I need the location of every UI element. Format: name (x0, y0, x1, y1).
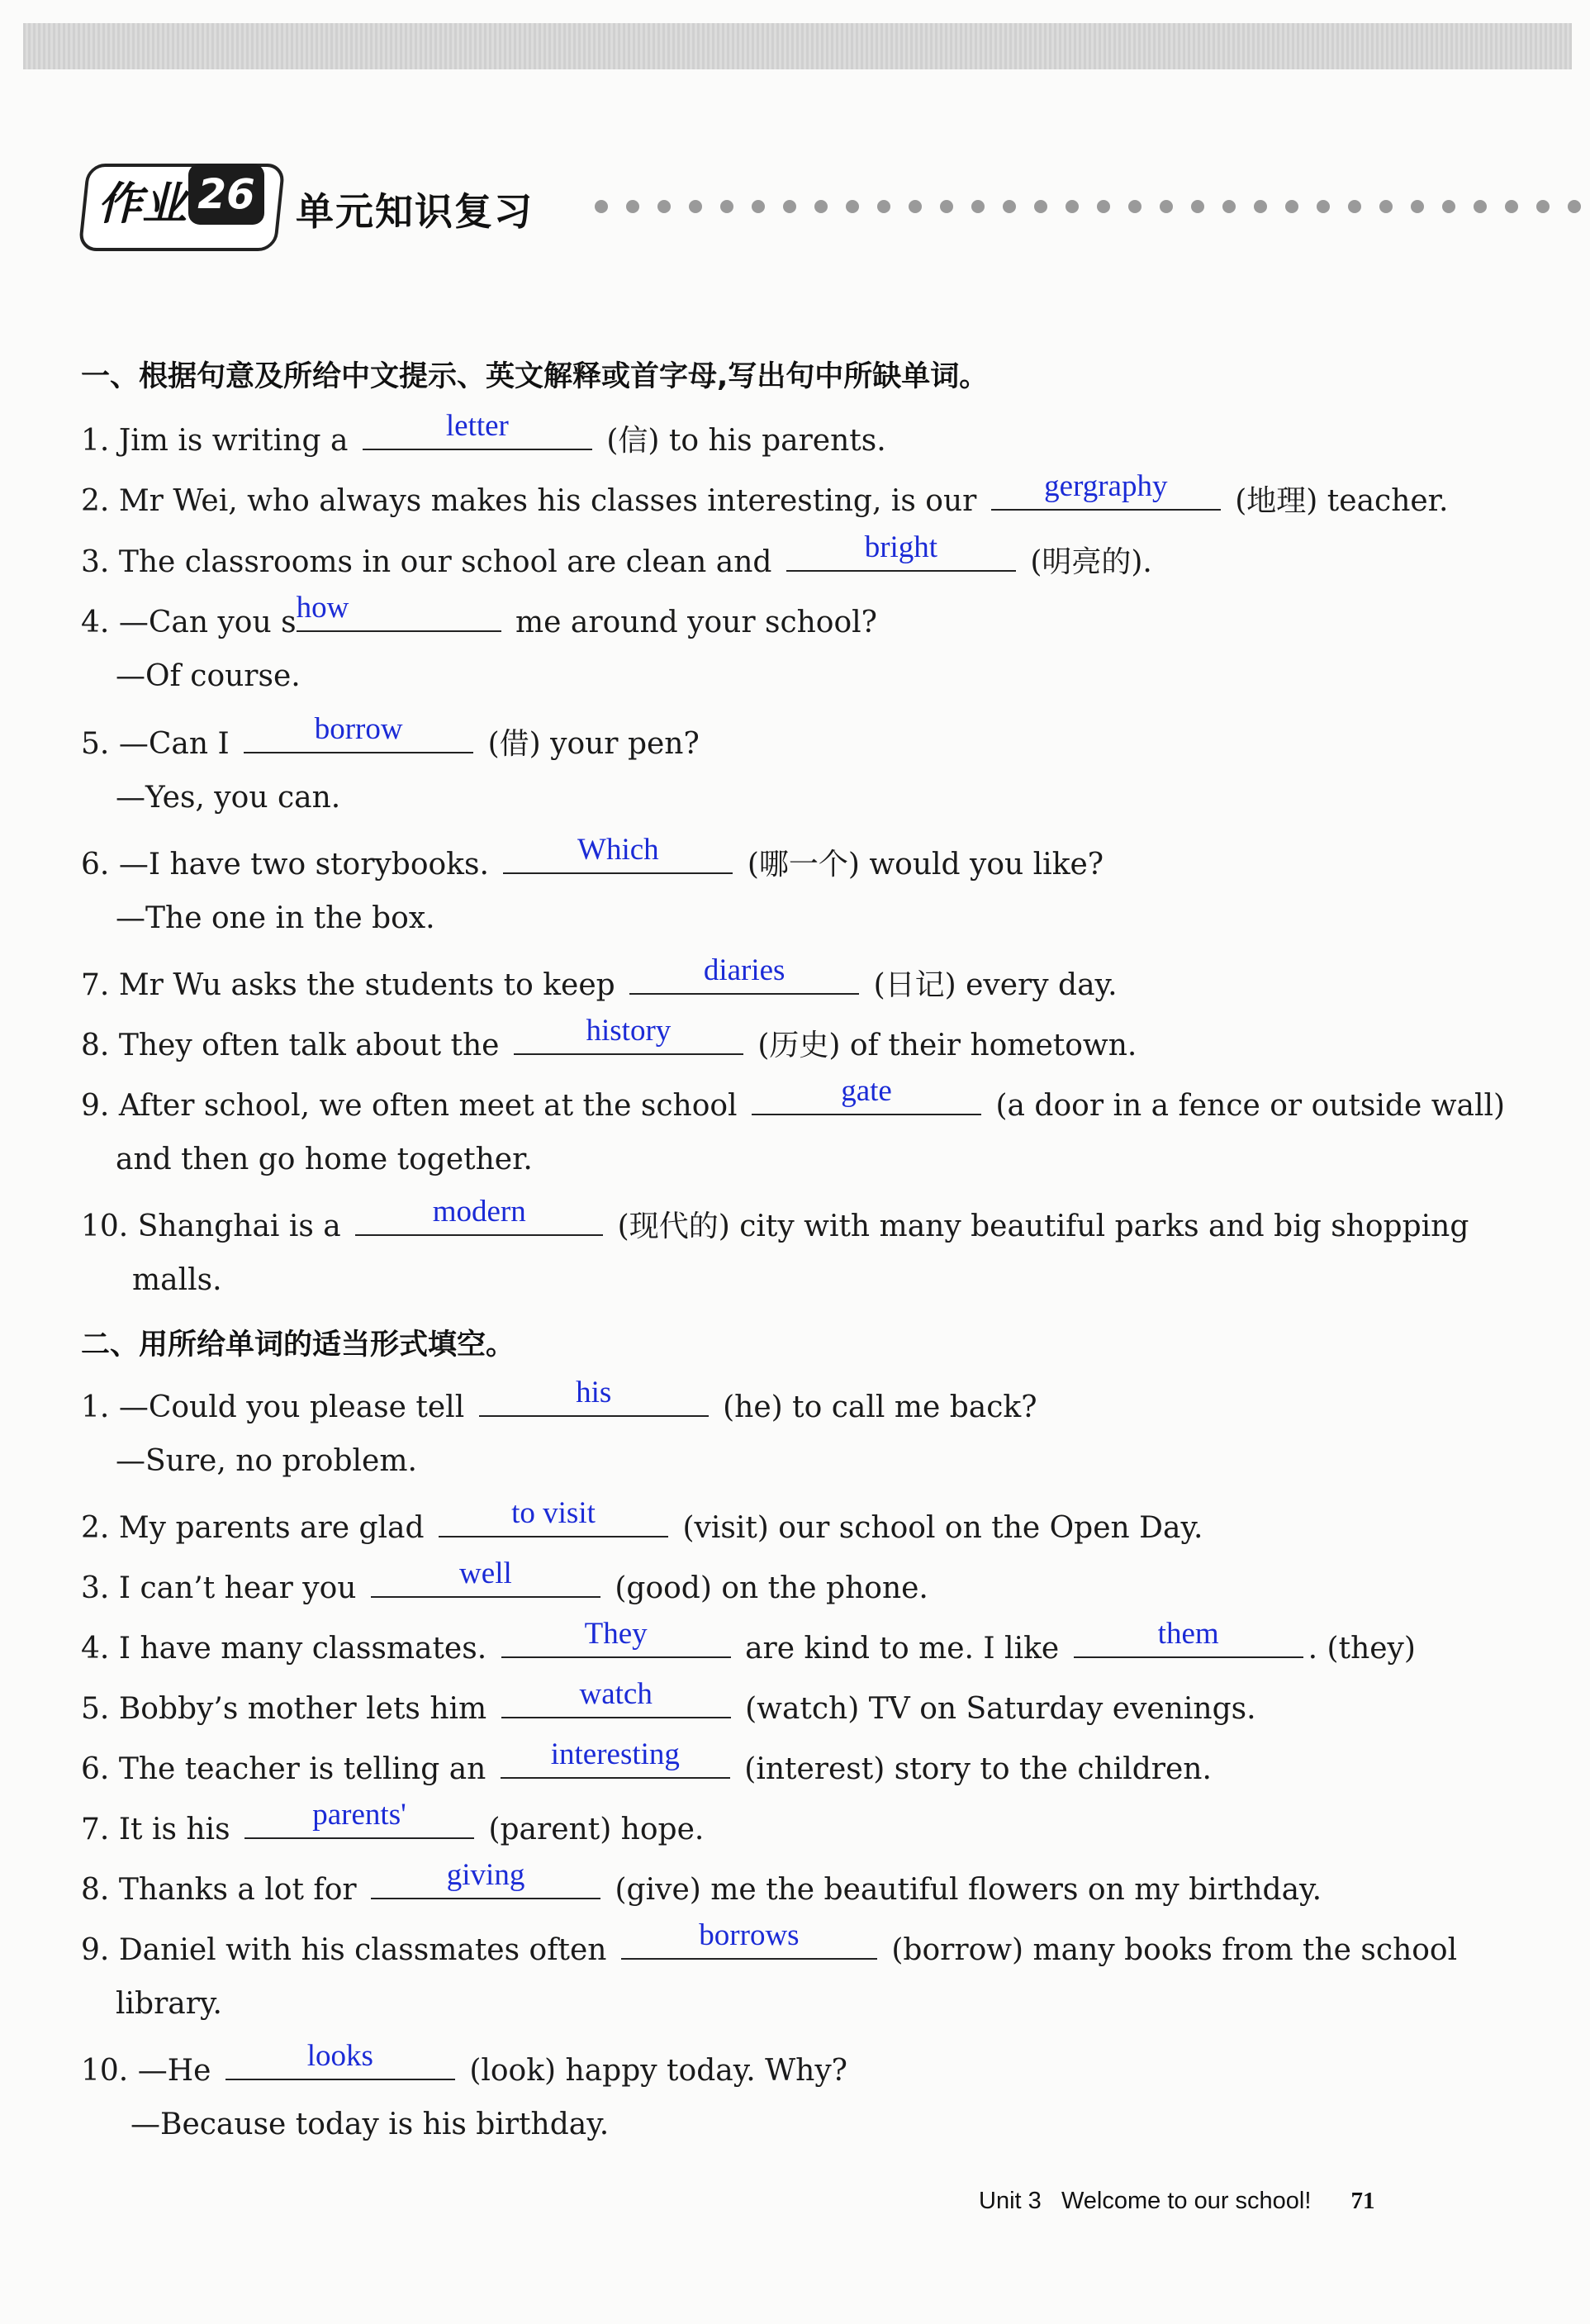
answer-blank[interactable] (225, 2039, 455, 2080)
answer-blank[interactable] (501, 1677, 731, 1718)
answer-blank[interactable] (503, 833, 733, 874)
s2-question-5: 5. Bobby’s mother lets him watch (watch) TV on Saturday evenings. (81, 1677, 1256, 1726)
section1-heading: 一、根据句意及所给中文提示、英文解释或首字母,写出句中所缺单词。 (81, 360, 989, 393)
answer-text: bright (864, 530, 938, 564)
s1-question-2: 2. Mr Wei, who always makes his classes interesting, is our gergraphy (地理) teacher. (81, 469, 1449, 518)
s1-question-5: 5. —Can I borrow (借) your pen? (81, 712, 700, 761)
s1-question-7: 7. Mr Wu asks the students to keep diaries (日记) every day. (81, 953, 1118, 1002)
s2-continuation-9: library. (116, 1987, 222, 2021)
answer-blank[interactable] (752, 1074, 981, 1115)
page-number: 71 (1350, 2188, 1375, 2214)
decorative-dots (595, 200, 1581, 213)
answer-text: his (576, 1376, 612, 1409)
answer-blank[interactable] (363, 409, 592, 450)
s1-reply-6: —The one in the box. (116, 901, 435, 935)
footer-unit: Unit 3 (979, 2188, 1042, 2214)
s2-question-7: 7. It is his parents' (parent) hope. (81, 1798, 705, 1846)
s2-question-3: 3. I can’t hear you well (good) on the phone. (81, 1556, 928, 1605)
assignment-header (83, 157, 1569, 256)
answer-blank[interactable] (621, 1918, 877, 1960)
footer-title: Welcome to our school! (1061, 2188, 1312, 2214)
answer-blank[interactable] (514, 1014, 743, 1055)
answer-blank[interactable] (479, 1376, 709, 1417)
answer-blank[interactable] (439, 1496, 668, 1537)
answer-text: modern (432, 1195, 526, 1229)
s2-question-8: 8. Thanks a lot for giving (give) me the beautiful flowers on my birthday. (81, 1858, 1322, 1907)
answer-text: well (459, 1556, 512, 1590)
answer-blank[interactable] (629, 953, 859, 995)
answer-text: watch (579, 1677, 653, 1711)
s1-question-8: 8. They often talk about the history (历史) of their hometown. (81, 1014, 1137, 1062)
page-footer (979, 2188, 1375, 2215)
s2-question-9: 9. Daniel with his classmates often borrows (borrow) many books from the school (81, 1918, 1458, 1967)
s2-question-10: 10. —He looks (look) happy today. Why? (81, 2039, 847, 2088)
answer-blank[interactable] (501, 1617, 731, 1658)
answer-text: giving (446, 1858, 525, 1892)
s1-continuation-9: and then go home together. (116, 1143, 533, 1176)
answer-text: how (296, 591, 349, 625)
s1-question-3: 3. The classrooms in our school are clean and bright (明亮的). (81, 530, 1152, 579)
answer-blank[interactable] (991, 469, 1221, 511)
s2-question-4: 4. I have many classmates. They are kind to me. I like them . (they) (81, 1617, 1416, 1666)
answer-text: gate (841, 1074, 892, 1108)
answer-blank[interactable] (371, 1858, 600, 1899)
answer-blank[interactable] (244, 712, 473, 753)
s2-reply-10: —Because today is his birthday. (131, 2108, 610, 2141)
answer-blank[interactable] (296, 591, 501, 632)
s2-question-2: 2. My parents are glad to visit (visit) our school on the Open Day. (81, 1496, 1203, 1545)
answer-blank[interactable] (355, 1195, 603, 1236)
page-title: 单元知识复习 (296, 189, 534, 234)
s1-question-10: 10. Shanghai is a modern (现代的) city with many beautiful parks and big shopping (81, 1195, 1469, 1243)
answer-text: borrow (314, 712, 403, 746)
s1-reply-4: —Of course. (116, 659, 301, 693)
answer-text: looks (306, 2039, 373, 2073)
answer-text: to visit (511, 1496, 596, 1530)
answer-blank[interactable] (501, 1737, 730, 1779)
scan-top-strip (23, 23, 1572, 69)
answer-blank[interactable] (371, 1556, 600, 1598)
s1-question-1: 1. Jim is writing a letter (信) to his parents. (81, 409, 886, 458)
answer-text: interesting (550, 1737, 680, 1771)
s2-reply-1: —Sure, no problem. (116, 1444, 417, 1478)
s1-question-9: 9. After school, we often meet at the school gate (a door in a fence or outside wall) (81, 1074, 1506, 1123)
s1-reply-5: —Yes, you can. (116, 781, 341, 815)
answer-text: They (584, 1617, 648, 1651)
answer-text: history (586, 1014, 672, 1048)
answer-text: letter (445, 409, 509, 443)
answer-text: them (1157, 1617, 1219, 1651)
s1-continuation-10: malls. (132, 1263, 222, 1297)
s1-question-4: 4. —Can you s how me around your school? (81, 591, 877, 639)
answer-text: borrows (699, 1918, 800, 1952)
answer-blank[interactable] (244, 1798, 474, 1839)
s1-question-6: 6. —I have two storybooks. Which (哪一个) would you like? (81, 833, 1104, 882)
s2-question-1: 1. —Could you please tell his (he) to call me back? (81, 1376, 1037, 1424)
answer-text: Which (577, 833, 659, 867)
assignment-label: 作业 (97, 178, 187, 230)
assignment-number: 26 (188, 164, 264, 225)
answer-blank[interactable] (1074, 1617, 1303, 1658)
answer-text: gergraphy (1044, 469, 1168, 503)
section2-heading: 二、用所给单词的适当形式填空。 (81, 1328, 515, 1362)
answer-text: parents' (312, 1798, 406, 1832)
answer-text: diaries (703, 953, 786, 987)
answer-blank[interactable] (786, 530, 1016, 572)
s2-question-6: 6. The teacher is telling an interesting (interest) story to the children. (81, 1737, 1212, 1786)
